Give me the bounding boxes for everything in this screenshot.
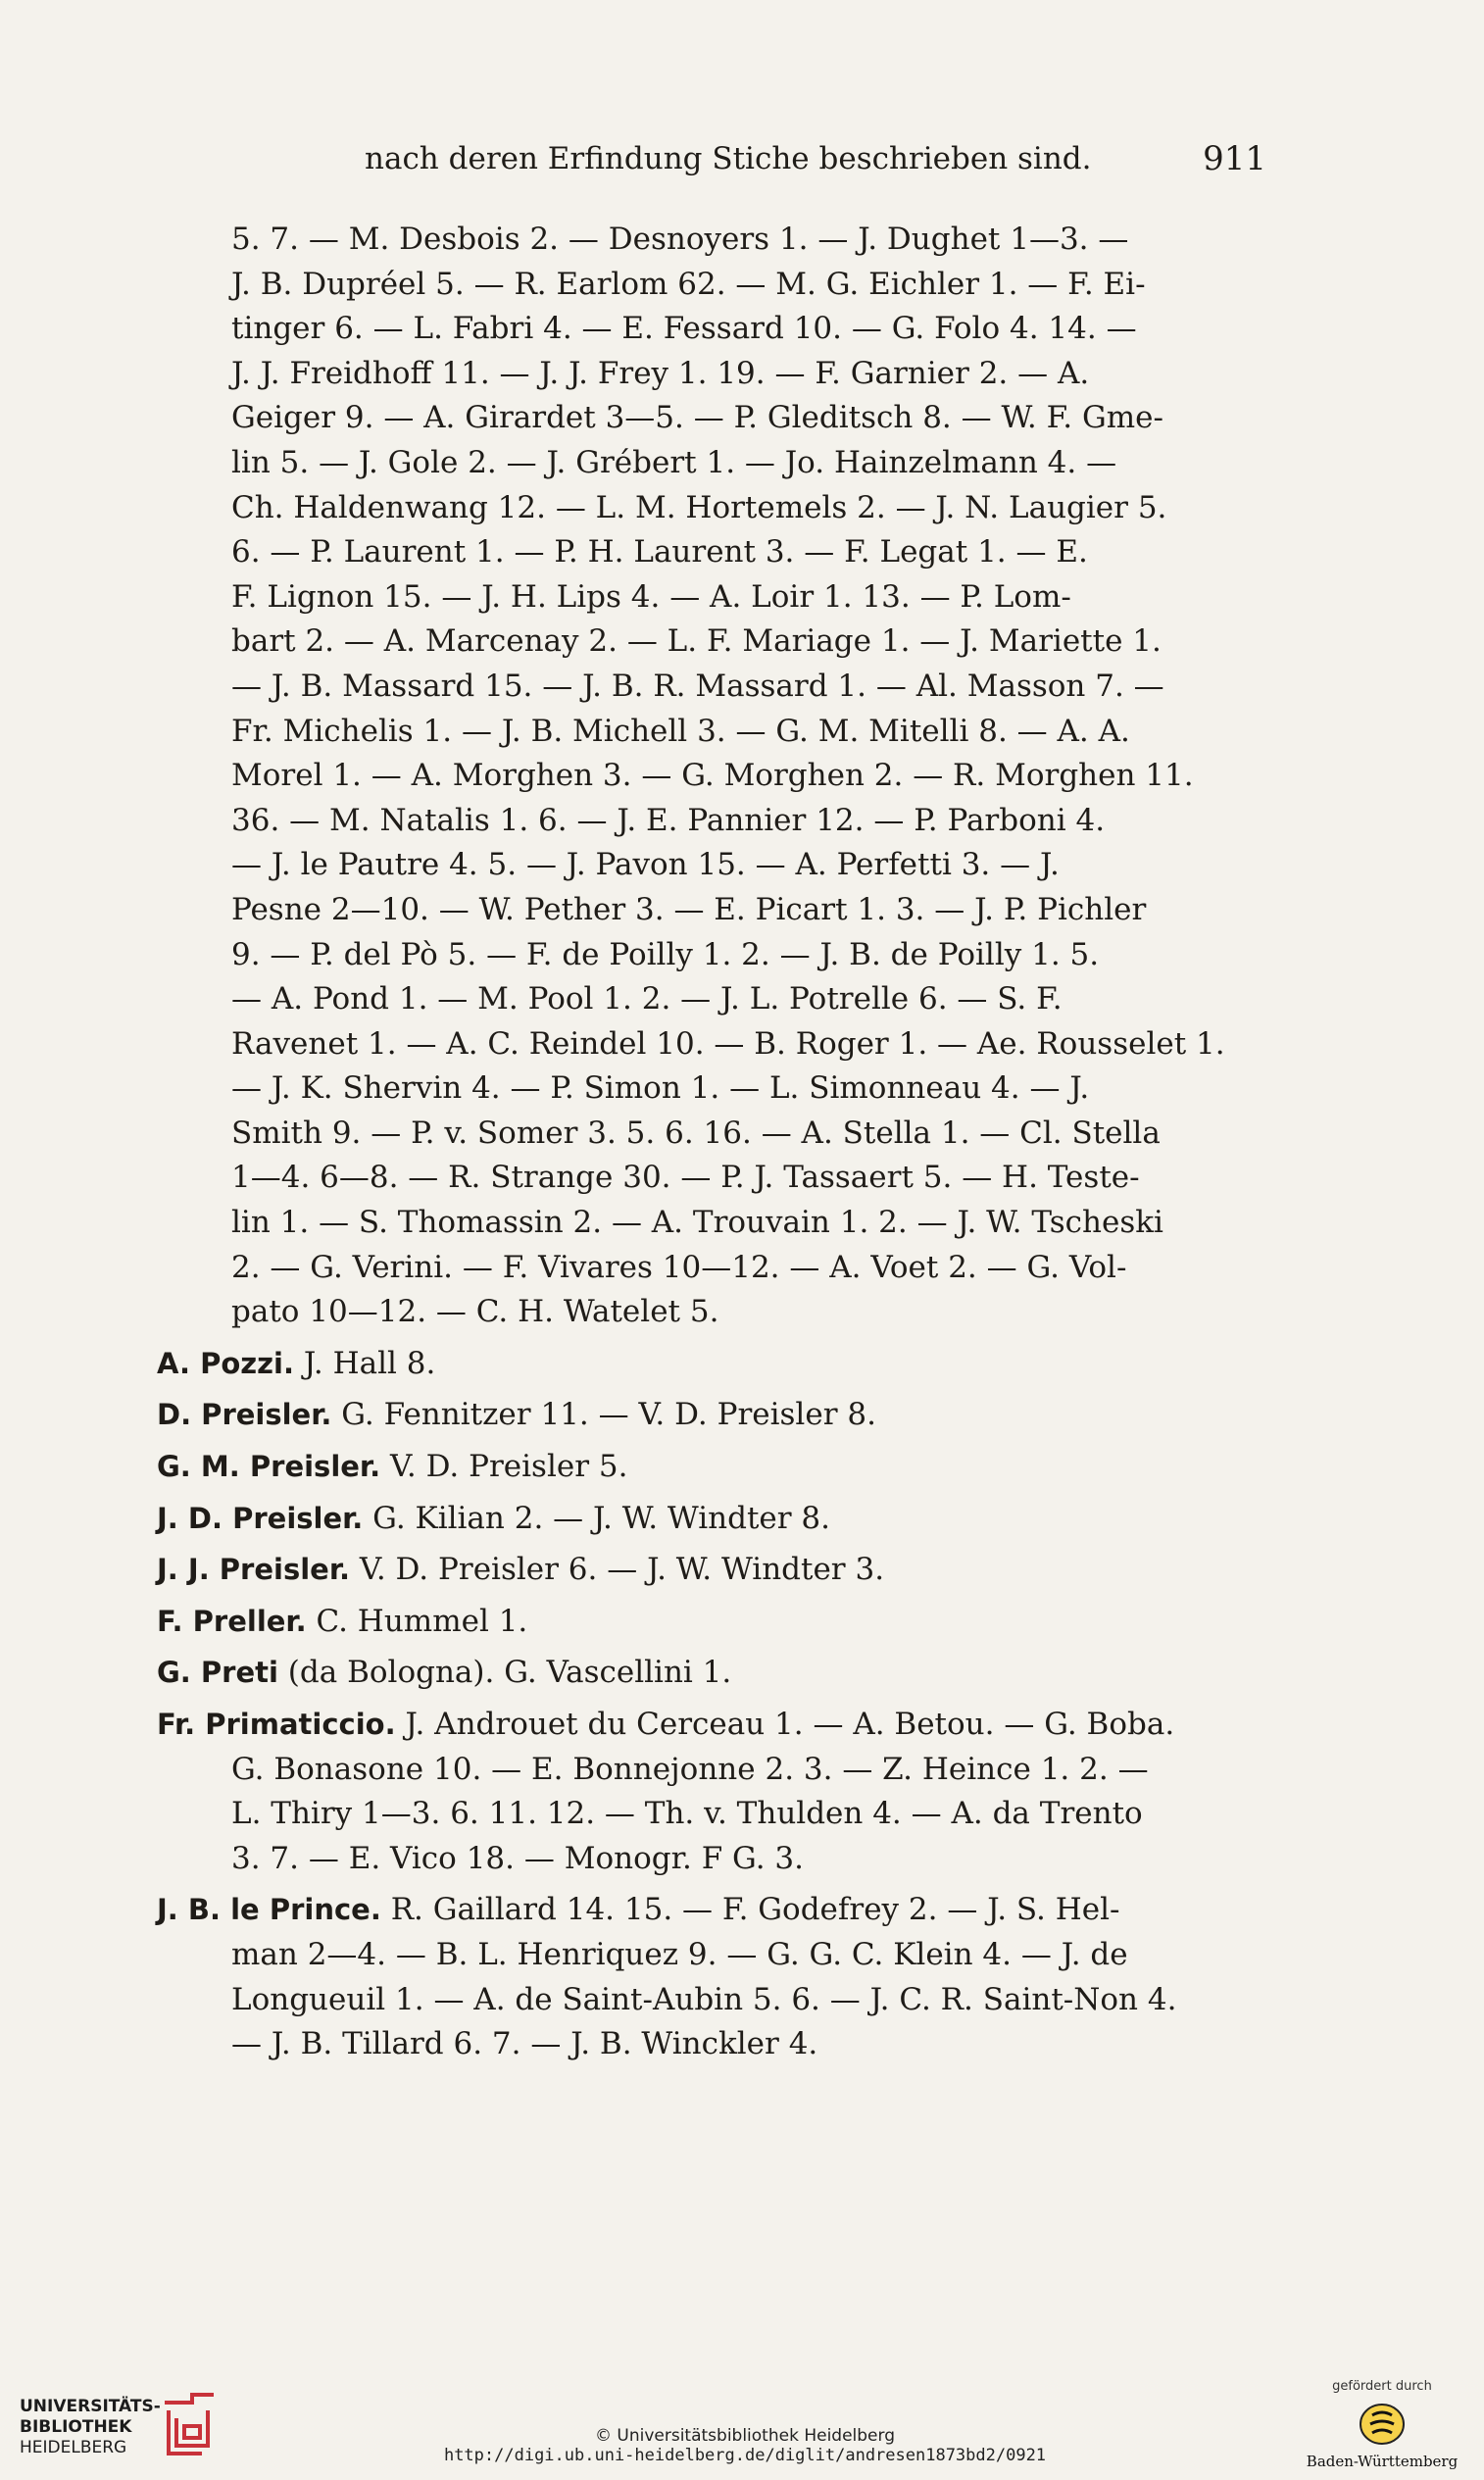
library-line-2: BIBLIOTHEK [20, 2417, 132, 2437]
engraver-list-text: — J. B. Tillard 6. 7. — J. B. Winckler 4. [231, 2026, 818, 2062]
source-url-link[interactable]: http://digi.ub.uni-heidelberg.de/diglit/andresen1873bd2/0921 [443, 2446, 1047, 2465]
index-entry-line [157, 799, 1262, 844]
index-body [157, 218, 1262, 2067]
engraver-list-text: V. D. Preisler 5. [380, 1449, 628, 1485]
engraver-list-text: 1—4. 6—8. — R. Strange 30. — P. J. Tassaert 5. — H. Teste- [231, 1160, 1140, 1196]
index-entry-line [157, 888, 1262, 933]
index-entry-line [157, 977, 1262, 1022]
engraver-list-text: C. Hummel 1. [306, 1603, 528, 1639]
engraver-list-text: — A. Pond 1. — M. Pool 1. 2. — J. L. Potrelle 6. — S. F. [231, 981, 1063, 1017]
index-entry-line [157, 307, 1262, 352]
inventor-name: J. B. le Prince. [157, 1893, 381, 1927]
index-entry-line [157, 1246, 1262, 1291]
engraver-list-text: F. Lignon 15. — J. H. Lips 4. — A. Loir 1. 13. — P. Lom- [231, 578, 1071, 615]
engraver-list-text: — J. K. Shervin 4. — P. Simon 1. — L. Simonneau 4. — J. [231, 1070, 1090, 1107]
engraver-list-text: — J. le Pautre 4. 5. — J. Pavon 15. — A. Perfetti 3. — J. [231, 847, 1060, 883]
engraver-list-text: 2. — G. Verini. — F. Vivares 10—12. — A. Voet 2. — G. Vol- [231, 1249, 1127, 1285]
inventor-name: D. Preisler. [157, 1398, 332, 1432]
index-entry-head-line [157, 1342, 1262, 1387]
page-number: 911 [1203, 139, 1266, 178]
index-entry-head-line [157, 1888, 1262, 1933]
engraver-list-text: Fr. Michelis 1. — J. B. Michell 3. — G. M. Mitelli 8. — A. A. [231, 713, 1130, 749]
engraver-list-text: — J. B. Massard 15. — J. B. R. Massard 1. — Al. Masson 7. — [231, 668, 1164, 704]
inventor-name: J. D. Preisler. [157, 1501, 364, 1535]
engraver-list-text: Ravenet 1. — A. C. Reindel 10. — B. Roger 1. — Ae. Rousselet 1. [231, 1025, 1225, 1062]
index-entry-head-line [157, 1703, 1262, 1748]
footer-credits [412, 2426, 1078, 2465]
index-entry-line [157, 1112, 1262, 1157]
inventor-name: J. J. Preisler. [157, 1553, 351, 1587]
index-entry-line [157, 754, 1262, 799]
index-entry-line [157, 352, 1262, 397]
index-entry-line [157, 665, 1262, 710]
engraver-list-text: L. Thiry 1—3. 6. 11. 12. — Th. v. Thulden 4. — A. da Trento [231, 1796, 1143, 1832]
engraver-list-text: Smith 9. — P. v. Somer 3. 5. 6. 16. — A. Stella 1. — Cl. Stella [231, 1115, 1161, 1151]
engraver-list-text: 36. — M. Natalis 1. 6. — J. E. Pannier 12. — P. Parboni 4. [231, 802, 1106, 838]
entry-spacer [157, 1644, 1262, 1651]
engraver-list-text: lin 1. — S. Thomassin 2. — A. Trouvain 1. 2. — J. W. Tscheski [231, 1205, 1163, 1241]
index-entry-head-line [157, 1393, 1262, 1438]
engraver-list-text: G. Bonasone 10. — E. Bonnejonne 2. 3. — Z. Heince 1. 2. — [231, 1751, 1149, 1787]
copyright-text: © Universitätsbibliothek Heidelberg [594, 2426, 895, 2446]
engraver-list-text: J. B. Dupréel 5. — R. Earlom 62. — M. G. Eichler 1. — F. Ei- [231, 266, 1146, 302]
index-entry-line [157, 2022, 1262, 2067]
inventor-name: G. M. Preisler. [157, 1450, 381, 1484]
inventor-name: A. Pozzi. [157, 1346, 294, 1380]
engraver-list-text: 6. — P. Laurent 1. — P. H. Laurent 3. — F. Legat 1. — E. [231, 534, 1088, 570]
engraver-list-text: G. Kilian 2. — J. W. Windter 8. [363, 1500, 830, 1536]
entry-spacer [157, 1593, 1262, 1600]
library-line-3: HEIDELBERG [20, 2438, 127, 2457]
inventor-name: F. Preller. [157, 1604, 307, 1638]
entry-spacer [157, 1438, 1262, 1445]
index-entry-line [157, 441, 1262, 486]
engraver-list-text: V. D. Preisler 6. — J. W. Windter 3. [350, 1552, 885, 1588]
index-entry-line [157, 1290, 1262, 1335]
funder-logo[interactable] [1299, 2379, 1465, 2477]
index-entry-line [157, 710, 1262, 755]
entry-spacer [157, 1335, 1262, 1342]
entry-spacer [157, 1881, 1262, 1888]
engraver-list-text: J. Hall 8. [294, 1345, 436, 1381]
index-entry-line [157, 396, 1262, 441]
index-entry-line [157, 1837, 1262, 1882]
entry-spacer [157, 1490, 1262, 1497]
inventor-name: G. Preti [157, 1656, 278, 1690]
engraver-list-text: Ch. Haldenwang 12. — L. M. Hortemels 2. — J. N. Laugier 5. [231, 489, 1167, 525]
index-entry-line [157, 933, 1262, 978]
index-entry-head-line [157, 1548, 1262, 1593]
engraver-list-text: Pesne 2—10. — W. Pether 3. — E. Picart 1. 3. — J. P. Pichler [231, 891, 1147, 927]
engraver-list-text: Morel 1. — A. Morghen 3. — G. Morghen 2. — R. Morghen 11. [231, 758, 1194, 794]
index-entry-line [157, 263, 1262, 308]
engraver-list-text: tinger 6. — L. Fabri 4. — E. Fessard 10. — G. Folo 4. 14. — [231, 311, 1137, 347]
engraver-list-text: R. Gaillard 14. 15. — F. Godefrey 2. — J. S. Hel- [380, 1892, 1120, 1928]
university-library-logo[interactable] [20, 2375, 216, 2463]
entry-spacer [157, 1696, 1262, 1703]
engraver-list-text: G. Fennitzer 11. — V. D. Preisler 8. [331, 1397, 876, 1433]
footer [0, 2357, 1484, 2480]
index-entry-line [157, 530, 1262, 575]
index-entry-line [157, 1748, 1262, 1793]
engraver-list-text: J. Androuet du Cerceau 1. — A. Betou. — G. Boba. [395, 1707, 1175, 1742]
engraver-list-text: (da Bologna). G. Vascellini 1. [277, 1655, 732, 1691]
funded-by-label: gefördert durch [1332, 2379, 1432, 2394]
entry-spacer [157, 1386, 1262, 1393]
library-line-1: UNIVERSITÄTS- [20, 2397, 161, 2416]
index-entry-line [157, 1022, 1262, 1067]
index-entry-line [157, 620, 1262, 665]
library-mark-icon [157, 2389, 220, 2459]
engraver-list-text: Longueuil 1. — A. de Saint-Aubin 5. 6. — J. C. R. Saint-Non 4. [231, 1981, 1177, 2017]
index-entry-line [157, 1201, 1262, 1246]
funder-name: Baden-Württemberg [1306, 2453, 1459, 2470]
index-entry-line [157, 1978, 1262, 2023]
state-seal-icon [1353, 2400, 1411, 2449]
index-entry-line [157, 1066, 1262, 1112]
engraver-list-text: 3. 7. — E. Vico 18. — Monogr. F G. 3. [231, 1840, 805, 1876]
engraver-list-text: lin 5. — J. Gole 2. — J. Grébert 1. — Jo. Hainzelmann 4. — [231, 444, 1117, 480]
engraver-list-text: pato 10—12. — C. H. Watelet 5. [231, 1294, 719, 1330]
index-entry-head-line [157, 1651, 1262, 1696]
index-entry-head-line [157, 1497, 1262, 1542]
index-entry-line [157, 218, 1262, 263]
index-entry-head-line [157, 1600, 1262, 1645]
index-entry-line [157, 843, 1262, 888]
index-entry-line [157, 1792, 1262, 1837]
engraver-list-text: bart 2. — A. Marcenay 2. — L. F. Mariage 1. — J. Mariette 1. [231, 623, 1162, 660]
running-head-title: nach deren Erfindung Stiche beschrieben sind. [365, 141, 1092, 176]
engraver-list-text: 5. 7. — M. Desbois 2. — Desnoyers 1. — J. Dughet 1—3. — [231, 222, 1129, 257]
engraver-list-text: 9. — P. del Pò 5. — F. de Poilly 1. 2. — J. B. de Poilly 1. 5. [231, 936, 1100, 972]
inventor-name: Fr. Primaticcio. [157, 1708, 396, 1741]
index-entry-line [157, 1156, 1262, 1201]
engraver-list-text: man 2—4. — B. L. Henriquez 9. — G. G. C. Klein 4. — J. de [231, 1936, 1128, 1972]
engraver-list-text: J. J. Freidhoff 11. — J. J. Frey 1. 19. — F. Garnier 2. — A. [231, 355, 1090, 391]
index-entry-line [157, 575, 1262, 620]
entry-spacer [157, 1541, 1262, 1548]
index-entry-line [157, 1933, 1262, 1978]
index-entry-head-line [157, 1445, 1262, 1490]
index-entry-line [157, 486, 1262, 531]
engraver-list-text: Geiger 9. — A. Girardet 3—5. — P. Gleditsch 8. — W. F. Gme- [231, 400, 1163, 436]
running-head [365, 135, 1266, 182]
